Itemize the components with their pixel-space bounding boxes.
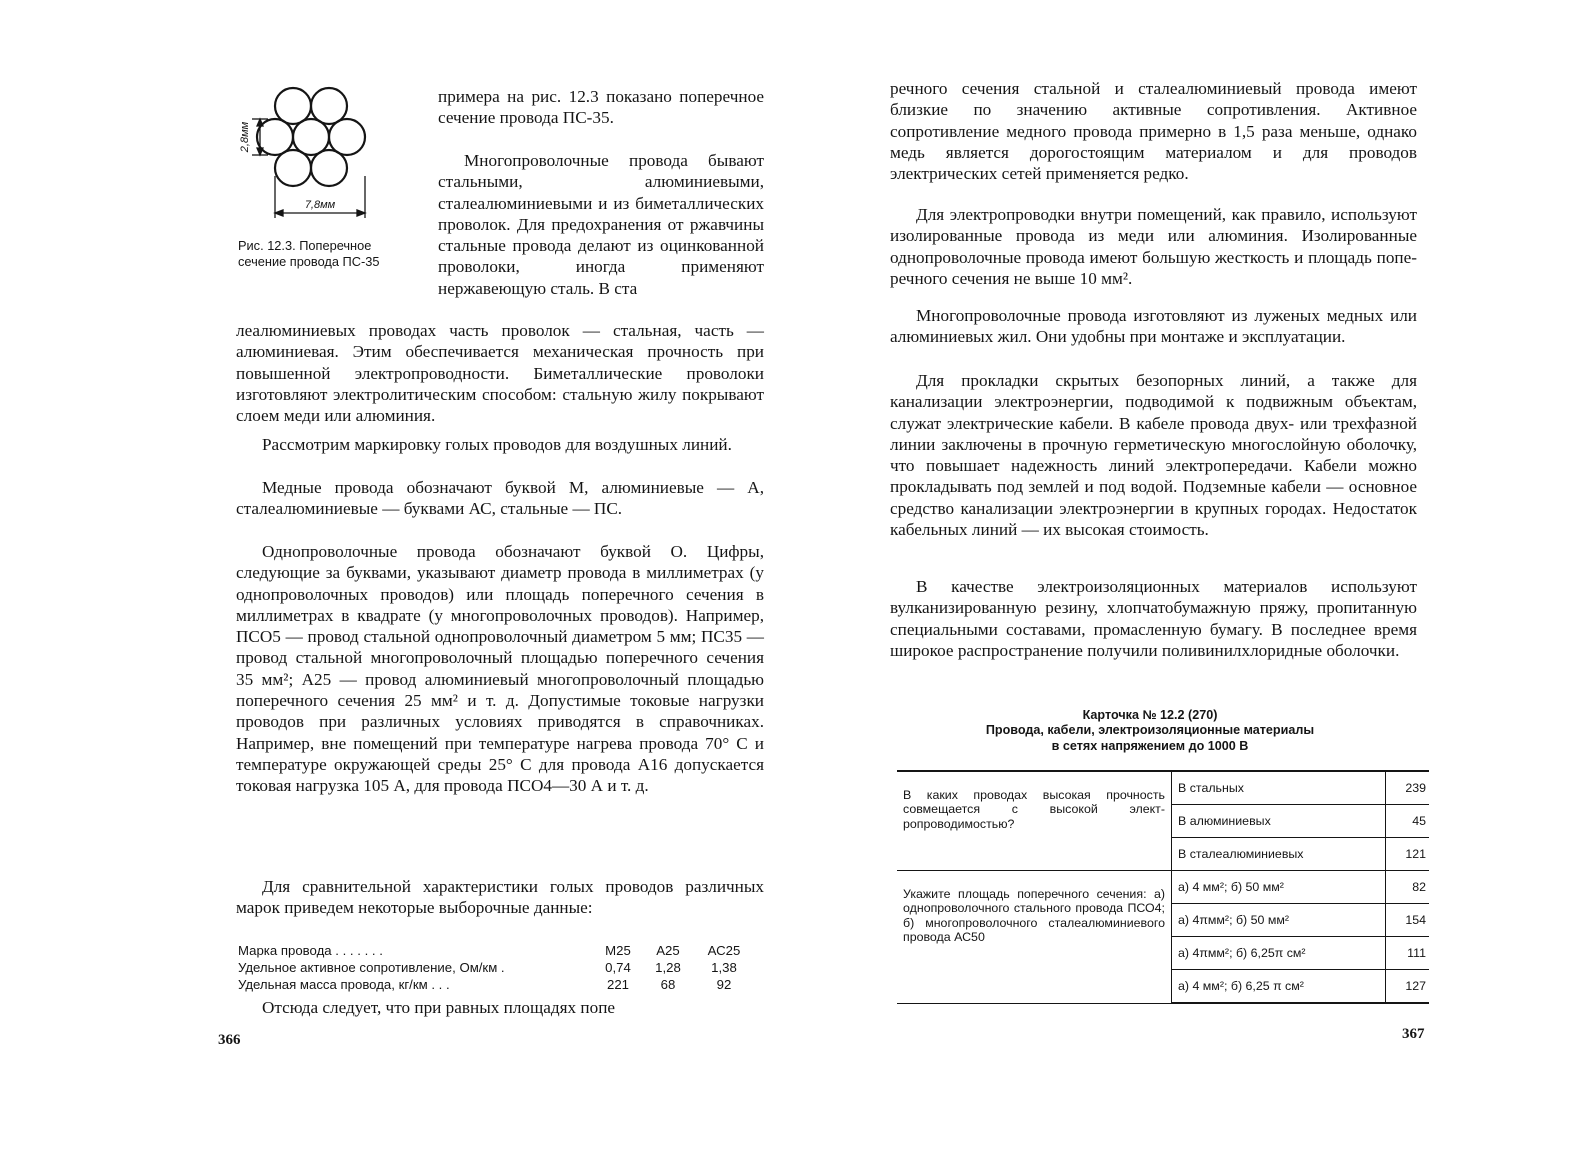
answer-option[interactable]: а) 4 мм²; б) 6,25 π см²	[1172, 970, 1386, 1004]
wire-spec-table	[238, 942, 758, 993]
answer-option[interactable]: а) 4 мм²; б) 50 мм²	[1172, 871, 1386, 904]
spec-value: 0,74	[605, 960, 631, 975]
page-number-right: 367	[1402, 1026, 1425, 1042]
answer-code: 82	[1386, 871, 1430, 904]
paragraph-right-3: Многопроволочные провода изготовляют из луженых медных или алюминиевых жил. Они удобны при монтаже и эксплуатации.	[890, 306, 1417, 347]
table-row	[897, 871, 1429, 904]
card-subtitle-line2: в сетях напряжением до 1000 В	[1051, 738, 1249, 753]
spec-row	[238, 976, 758, 993]
paragraph-4: Медные провода обозначают буквой М, алюминиевые — А, сталеалюминиевые — буквами АС, стальные — ПС.	[236, 478, 764, 519]
spec-label: Марка провода . . . . . . .	[238, 943, 383, 958]
paragraph-intro-1: примера на рис. 12.3 показано поперечное сечение провода ПС-35.	[438, 87, 764, 128]
spec-value: М25	[605, 943, 631, 958]
spec-value: 92	[716, 977, 732, 992]
spec-value: 1,38	[711, 960, 737, 975]
card-header	[870, 708, 1430, 754]
answer-code: 239	[1386, 771, 1430, 805]
paragraph-5: Однопроволочные провода обозначают буквой О. Цифры, следующие за буквами, указывают диаметр провода в миллиметрах (у однопроволочных проводов) или площадь поперечного сечения в миллиметрах в квадрате (у многопроволочных проводов). Например, ПСО5 — провод стальной однопроволочный диаметром 5 мм; ПС35 — провод стальной многопроволочный площадью поперечного сечения 35 мм²; А25 — провод алюминиевый многопроволочный площадью поперечного сечения 25 мм² и т. д. Допустимые токовые нагрузки проводов при различных условиях приводятся в справочниках. Например, вне помещений при температуре нагрева провода 70° С и температуре окружающей среды 25° С для провода А16 допускается токовая нагрузка 105 А, для провода ПСО4—30 А и т. д.	[236, 542, 764, 796]
answer-code: 154	[1386, 904, 1430, 937]
spec-label: Удельная масса провода, кг/км . . .	[238, 977, 450, 992]
paragraph-right-4: Для прокладки скрытых безопорных линий, а также для канализации электроэнергии, подводимой к подвижным объектам, служат электрические кабели. В кабеле провода двух- или трехфазной линии заключены в прочную герметическую многослойную оболочку, что повышает надежность линий электропередачи. Кабели можно прокладывать под землей и под водой. Подземные кабели — основное средство канализации электроэнергии в крупных городах. Недостаток кабельных линий — их высокая стоимость.	[890, 371, 1417, 540]
spec-value: АС25	[707, 943, 741, 958]
paragraph-3: Рассмотрим маркировку голых проводов для воздушных линий.	[262, 435, 732, 454]
paragraph-7: Отсюда следует, что при равных площадях попе	[262, 998, 616, 1017]
spec-row	[238, 942, 758, 959]
strand-right	[329, 119, 365, 155]
question-2: Укажите площадь поперечного сечения: а) однопроволочного стального провода ПСО4; б) многопроволочного сталеалюминиевого провода АС50	[897, 871, 1172, 1004]
paragraph-6: Для сравнительной характеристики голых проводов различных марок приведем некоторые выборочные данные:	[236, 877, 764, 918]
answer-option[interactable]: В алюминиевых	[1172, 805, 1386, 838]
card-title: Карточка № 12.2 (270)	[1082, 708, 1218, 722]
strand-bottom-left	[275, 150, 311, 186]
paragraph-continued-2: леалюминиевых проводах часть проволок — стальная, часть — алюминиевая. Этим обеспечивается механическая прочность при повышенной электропроводности. Биметаллические проволоки изготовляют электролитическим способом: стальную жилу покрывают слоем меди или алюминия.	[236, 321, 764, 426]
question-1: В каких проводах высокая прочность совмещается с высокой электропроводимостью?	[897, 771, 1172, 871]
paragraph-right-1: речного сечения стальной и сталеалюминиевый провода имеют близкие по значению активные сопротивления. Активное сопротивление медного провода примерно в 1,5 раза меньше, однако медь является дорогостоящим материалом и для проводов электрических сетей применяется редко.	[890, 79, 1417, 184]
spec-value: 68	[660, 977, 676, 992]
table-row	[897, 771, 1429, 805]
spec-value: 1,28	[655, 960, 681, 975]
page-number-left: 366	[218, 1032, 241, 1048]
dimension-label-width: 7,8мм	[304, 199, 336, 211]
spec-value: А25	[656, 943, 680, 958]
paragraph-right-2: Для электропроводки внутри помещений, как правило, используют изолированные провода из меди или алюминия. Изолированные однопроволочные провода имеют большую жесткость и площадь поперечного сечения не выше 10 мм².	[890, 205, 1417, 288]
answer-option[interactable]: а) 4πмм²; б) 50 мм²	[1172, 904, 1386, 937]
spec-row	[238, 959, 758, 976]
answer-code: 127	[1386, 970, 1430, 1004]
answer-option[interactable]: В стальных	[1172, 771, 1386, 805]
figure-caption: Рис. 12.3. Поперечное сечение провода ПС-35	[238, 238, 380, 269]
wire-cross-section-figure	[236, 80, 386, 230]
answer-code: 121	[1386, 838, 1430, 871]
answer-option[interactable]: а) 4πмм²; б) 6,25π см²	[1172, 937, 1386, 970]
paragraph-right-5: В качестве электроизоляционных материалов используют вулканизированную резину, хлопчатобумажную пряжу, пропитанную специальными составами, промасленную бумагу. В последнее время широкое распространение получили поливинилхлоридные оболочки.	[890, 577, 1417, 660]
paragraph-intro-2: Многопроволочные провода бывают стальными, алюминиевыми, сталеалюминиевыми и из биметаллических проволок. Для предохранения от ржавчины стальные провода делают из оцинкованной проволоки, иногда применяют нержавеющую сталь. В ста	[438, 151, 764, 298]
strand-bottom-right	[311, 150, 347, 186]
strand-top-right	[311, 88, 347, 124]
spec-value: 221	[606, 977, 629, 992]
card-table	[897, 770, 1429, 1004]
strand-top-left	[275, 88, 311, 124]
dimension-label-height: 2,8мм	[239, 121, 251, 153]
answer-code: 111	[1386, 937, 1430, 970]
spec-label: Удельное активное сопротивление, Ом/км .	[238, 960, 505, 975]
answer-code: 45	[1386, 805, 1430, 838]
card-subtitle-line1: Провода, кабели, электроизоляционные материалы	[985, 723, 1315, 738]
answer-option[interactable]: В сталеалюминиевых	[1172, 838, 1386, 871]
strand-center	[293, 119, 329, 155]
